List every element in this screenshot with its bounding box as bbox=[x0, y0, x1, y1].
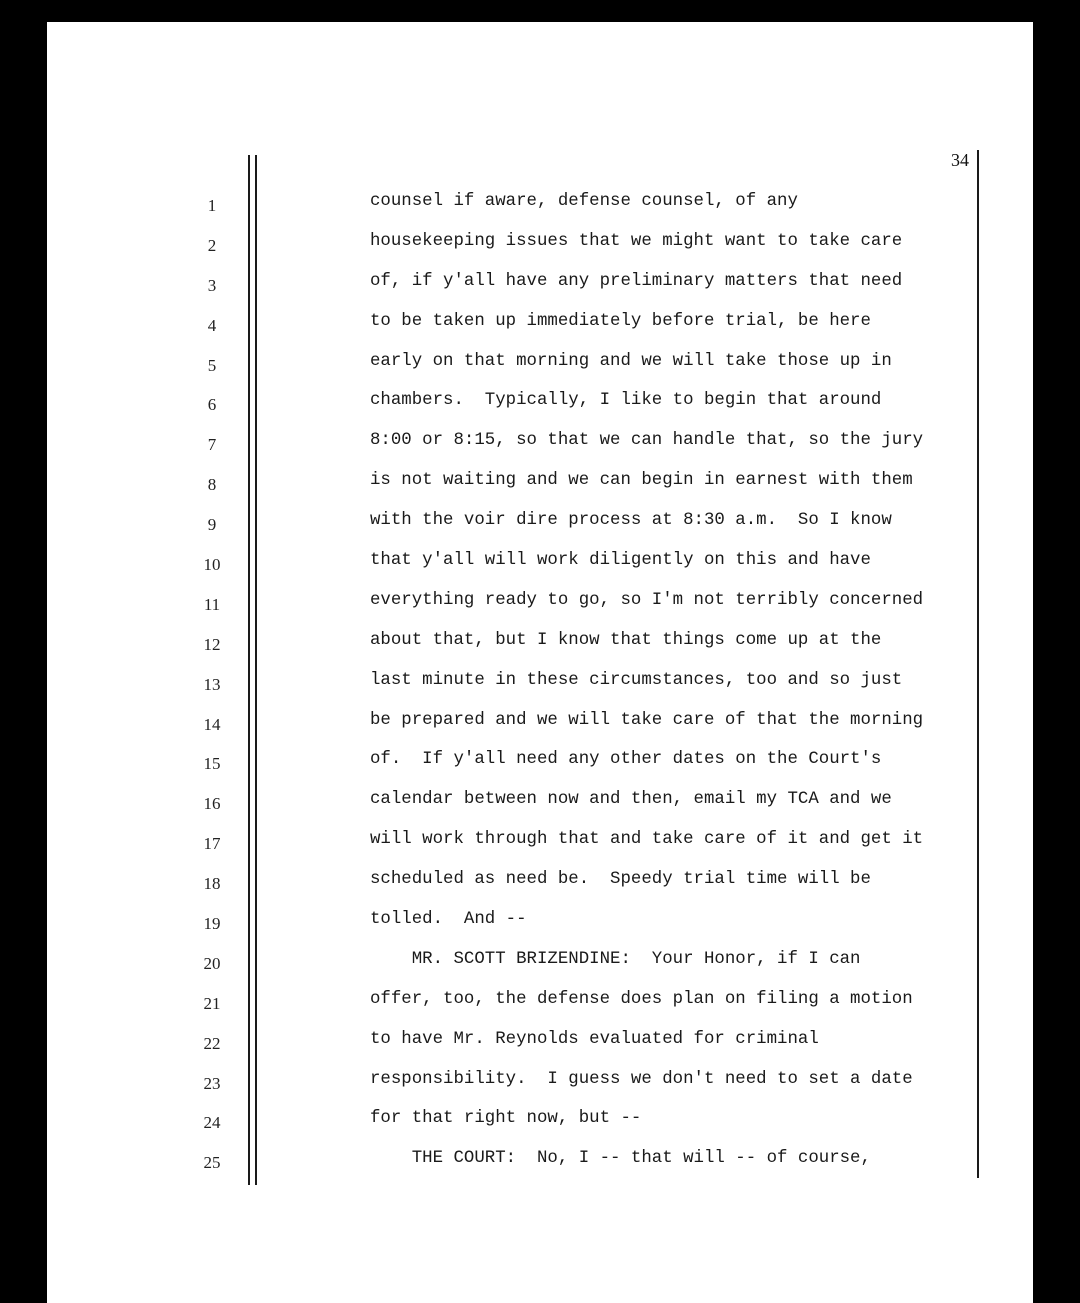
transcript-line: calendar between now and then, email my TCA and we bbox=[370, 790, 892, 810]
transcript-text bbox=[370, 190, 980, 1187]
line-number: 15 bbox=[203, 754, 221, 774]
transcript-line: that y'all will work diligently on this and have bbox=[370, 551, 871, 571]
transcript-line: of, if y'all have any preliminary matters that need bbox=[370, 271, 903, 291]
transcript-line: responsibility. I guess we don't need to set a date bbox=[370, 1069, 913, 1089]
line-number: 8 bbox=[207, 475, 217, 495]
line-number: 9 bbox=[207, 515, 217, 535]
transcript-line: counsel if aware, defense counsel, of any bbox=[370, 192, 798, 211]
line-number: 12 bbox=[203, 634, 221, 654]
line-number: 24 bbox=[203, 1113, 221, 1133]
line-number: 11 bbox=[203, 594, 221, 614]
line-number: 6 bbox=[207, 395, 217, 415]
line-number: 4 bbox=[207, 315, 217, 335]
line-number: 25 bbox=[203, 1153, 221, 1173]
line-number: 22 bbox=[203, 1033, 221, 1053]
line-number: 1 bbox=[207, 196, 217, 215]
transcript-line: to have Mr. Reynolds evaluated for criminal bbox=[370, 1029, 819, 1049]
transcript-line: be prepared and we will take care of that the morning bbox=[370, 710, 924, 730]
transcript-line: will work through that and take care of it and get it bbox=[370, 830, 924, 850]
left-margin-rule-outer bbox=[248, 155, 250, 1185]
transcript-line: about that, but I know that things come up at the bbox=[370, 630, 882, 650]
transcript-line: scheduled as need be. Speedy trial time will be bbox=[370, 870, 871, 890]
line-number: 23 bbox=[203, 1073, 221, 1093]
line-number: 17 bbox=[203, 834, 221, 854]
page-number: 34 bbox=[951, 150, 969, 170]
transcript-line: chambers. Typically, I like to begin that around bbox=[370, 391, 882, 411]
transcript-line: everything ready to go, so I'm not terribly concerned bbox=[370, 590, 924, 610]
line-number: 14 bbox=[203, 714, 221, 734]
transcript-line: with the voir dire process at 8:30 a.m. So I know bbox=[370, 511, 892, 531]
transcript-line: to be taken up immediately before trial, be here bbox=[370, 311, 871, 331]
transcript-line: for that right now, but -- bbox=[370, 1109, 642, 1129]
line-number: 2 bbox=[207, 235, 217, 255]
line-number: 21 bbox=[203, 993, 221, 1013]
transcript-line: is not waiting and we can begin in earnest with them bbox=[370, 471, 913, 491]
line-number: 19 bbox=[203, 914, 221, 934]
line-number: 7 bbox=[207, 435, 217, 455]
transcript-line: last minute in these circumstances, too and so just bbox=[370, 670, 903, 690]
line-number-column bbox=[187, 194, 237, 1191]
transcript-line: MR. SCOTT BRIZENDINE: Your Honor, if I can bbox=[370, 949, 861, 969]
transcript-line: tolled. And -- bbox=[370, 910, 527, 930]
transcript-line: offer, too, the defense does plan on filing a motion bbox=[370, 989, 913, 1009]
line-number: 16 bbox=[203, 794, 221, 814]
transcript-line: housekeeping issues that we might want to take care bbox=[370, 231, 903, 251]
transcript-line: early on that morning and we will take those up in bbox=[370, 351, 892, 371]
line-number: 3 bbox=[207, 275, 217, 295]
transcript-line: 8:00 or 8:15, so that we can handle that, so the jury bbox=[370, 431, 924, 451]
transcript-line: THE COURT: No, I -- that will -- of course, bbox=[370, 1149, 871, 1169]
left-margin-rule-inner bbox=[255, 155, 257, 1185]
line-number: 20 bbox=[203, 953, 221, 973]
transcript-line: of. If y'all need any other dates on the Court's bbox=[370, 750, 882, 770]
line-number: 10 bbox=[203, 555, 221, 575]
line-number: 13 bbox=[203, 674, 221, 694]
transcript-page bbox=[47, 22, 1033, 1303]
line-number: 18 bbox=[203, 874, 221, 894]
line-number: 5 bbox=[207, 355, 217, 375]
